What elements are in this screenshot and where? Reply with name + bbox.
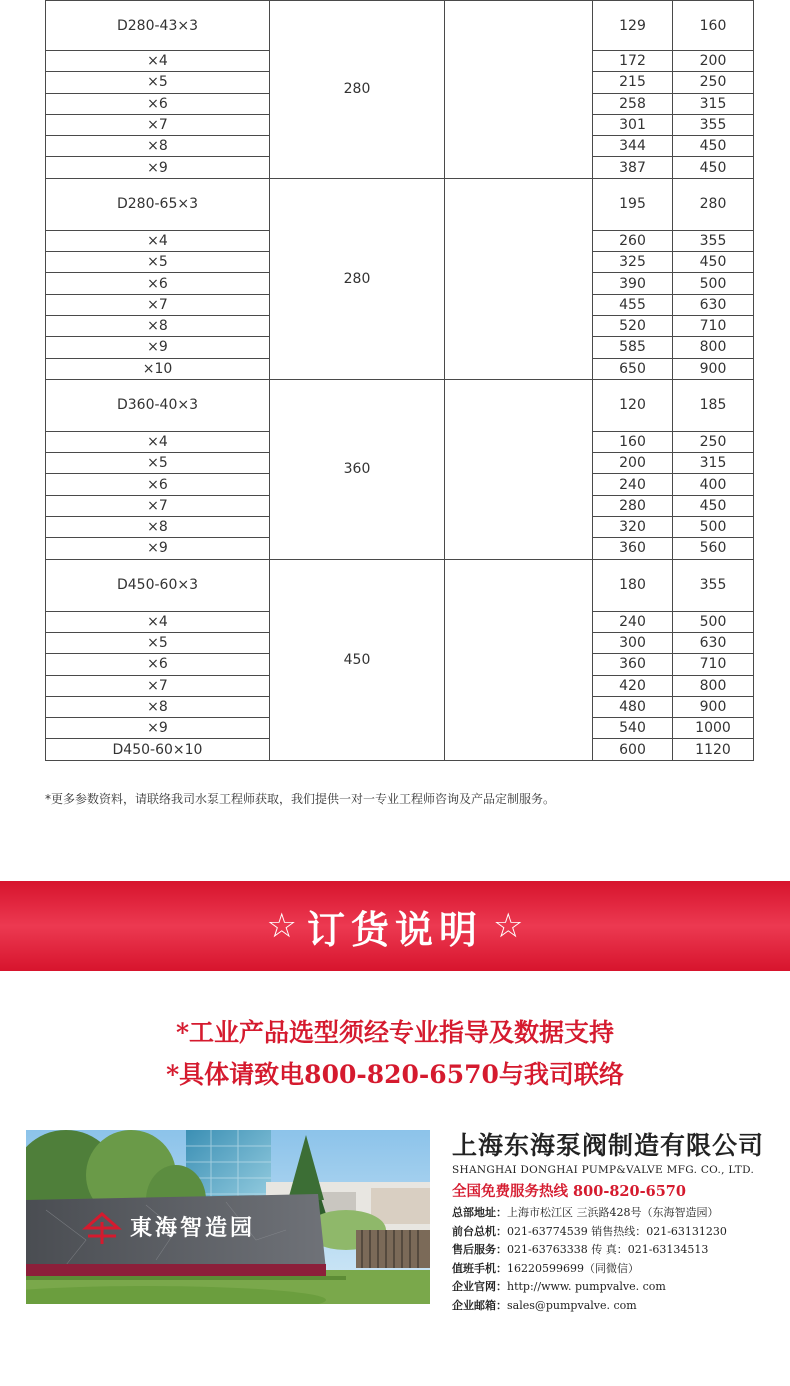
power-cell: 1120 [673,739,754,760]
power-cell: 900 [673,358,754,379]
power-cell: 160 [673,1,754,51]
banner-title: 订货说明 [306,907,483,952]
power-cell: 250 [673,431,754,452]
model-cell: ×8 [46,517,270,538]
contact-line [452,1297,782,1316]
contact-line [452,1223,782,1242]
flow-cell: 120 [593,379,673,431]
contact-label: 总部地址： [452,1206,507,1219]
flow-cell: 129 [593,1,673,51]
power-cell: 250 [673,72,754,93]
flow-cell: 215 [593,72,673,93]
model-cell: D450-60×3 [46,559,270,611]
pump-spec-table [45,0,754,761]
flow-cell: 360 [593,538,673,559]
power-cell: 500 [673,273,754,294]
power-cell: 450 [673,252,754,273]
flow-cell: 240 [593,474,673,495]
model-cell: ×7 [46,675,270,696]
model-cell: ×5 [46,72,270,93]
blank-cell [445,178,593,379]
power-cell: 630 [673,294,754,315]
star-icon: ☆ [493,906,524,946]
power-cell: 500 [673,611,754,632]
flow-cell: 160 [593,431,673,452]
flow-cell: 344 [593,136,673,157]
flow-cell: 600 [593,739,673,760]
power-cell: 1000 [673,718,754,739]
impeller-cell: 280 [270,1,445,179]
model-cell: ×10 [46,358,270,379]
contact-value: sales@pumpvalve. com [507,1298,637,1312]
model-cell: ×9 [46,337,270,358]
flow-cell: 455 [593,294,673,315]
statement-line: *具体请致电800-820-6570与我司联络 [166,1060,624,1089]
model-cell: ×6 [46,93,270,114]
model-cell: ×4 [46,51,270,72]
model-cell: ×9 [46,718,270,739]
contact-value: 16220599699（同微信） [507,1261,639,1275]
blank-cell [445,379,593,559]
statement-line: *工业产品选型须经专业指导及数据支持 [175,1018,615,1047]
flow-cell: 585 [593,337,673,358]
flow-cell: 300 [593,632,673,653]
power-cell: 355 [673,114,754,135]
model-cell: ×4 [46,230,270,251]
contact-label: 售后服务： [452,1243,507,1257]
order-info-banner [0,881,790,971]
sign-text: 東海智造园 [130,1216,256,1241]
flow-cell: 240 [593,611,673,632]
company-name-en: SHANGHAI DONGHAI PUMP&VALVE MFG. CO., LTD. [452,1164,755,1176]
impeller-cell: 450 [270,559,445,760]
flow-cell: 200 [593,453,673,474]
power-cell: 800 [673,337,754,358]
footnote: *更多参数资料，请联络我司水泵工程师获取，我们提供一对一专业工程师咨询及产品定制服务。 [45,792,556,806]
contact-label: 企业官网： [452,1280,507,1294]
contact-list [452,1204,782,1316]
power-cell: 630 [673,632,754,653]
contact-value: 上海市松江区 三浜路428号（东海智造园） [507,1206,719,1219]
power-cell: 450 [673,136,754,157]
impeller-cell: 280 [270,178,445,379]
model-cell: ×8 [46,696,270,717]
factory-photo [26,1130,430,1304]
flow-cell: 360 [593,654,673,675]
contact-line [452,1278,782,1297]
power-cell: 355 [673,559,754,611]
table-row [46,178,754,230]
model-cell: D450-60×10 [46,739,270,760]
power-cell: 200 [673,51,754,72]
model-cell: ×4 [46,611,270,632]
flow-cell: 387 [593,157,673,178]
flow-cell: 480 [593,696,673,717]
hotline: 全国免费服务热线 800-820-6570 [452,1183,686,1200]
flow-cell: 650 [593,358,673,379]
blank-cell [445,1,593,179]
model-cell: ×6 [46,654,270,675]
power-cell: 500 [673,517,754,538]
flow-cell: 301 [593,114,673,135]
power-cell: 355 [673,230,754,251]
model-cell: ×9 [46,538,270,559]
blank-cell [445,559,593,760]
power-cell: 185 [673,379,754,431]
contact-label: 企业邮箱： [452,1298,507,1312]
power-cell: 710 [673,315,754,336]
flow-cell: 540 [593,718,673,739]
contact-value: http://www. pumpvalve. com [507,1280,666,1294]
flow-cell: 325 [593,252,673,273]
model-cell: ×8 [46,136,270,157]
model-cell: ×6 [46,273,270,294]
power-cell: 400 [673,474,754,495]
contact-label: 前台总机： [452,1224,507,1238]
contact-value: 021-63763338 传 真：021-63134513 [507,1243,709,1257]
model-cell: ×7 [46,294,270,315]
company-name-cn: 上海东海泵阀制造有限公司 [452,1131,765,1160]
model-cell: ×8 [46,315,270,336]
table-row [46,1,754,51]
flow-cell: 195 [593,178,673,230]
model-cell: ×4 [46,431,270,452]
contact-line [452,1260,782,1279]
flow-cell: 420 [593,675,673,696]
power-cell: 800 [673,675,754,696]
flow-cell: 172 [593,51,673,72]
contact-line [452,1204,782,1223]
company-info [452,1130,782,1316]
power-cell: 280 [673,178,754,230]
impeller-cell: 360 [270,379,445,559]
model-cell: D280-65×3 [46,178,270,230]
model-cell: ×6 [46,474,270,495]
order-statements [0,1012,790,1096]
power-cell: 450 [673,157,754,178]
model-cell: D280-43×3 [46,1,270,51]
flow-cell: 520 [593,315,673,336]
power-cell: 710 [673,654,754,675]
power-cell: 315 [673,93,754,114]
power-cell: 315 [673,453,754,474]
table-row [46,559,754,611]
model-cell: ×5 [46,252,270,273]
spec-table-body [46,1,754,761]
flow-cell: 320 [593,517,673,538]
table-row [46,379,754,431]
model-cell: ×9 [46,157,270,178]
star-icon: ☆ [266,906,297,946]
flow-cell: 260 [593,230,673,251]
flow-cell: 390 [593,273,673,294]
flow-cell: 180 [593,559,673,611]
contact-label: 值班手机： [452,1261,507,1275]
flow-cell: 280 [593,495,673,516]
power-cell: 560 [673,538,754,559]
model-cell: ×5 [46,632,270,653]
flow-cell: 258 [593,93,673,114]
contact-value: 021-63774539 销售热线：021-63131230 [507,1224,727,1238]
power-cell: 900 [673,696,754,717]
model-cell: ×7 [46,495,270,516]
model-cell: D360-40×3 [46,379,270,431]
power-cell: 450 [673,495,754,516]
model-cell: ×5 [46,453,270,474]
contact-line [452,1241,782,1260]
model-cell: ×7 [46,114,270,135]
